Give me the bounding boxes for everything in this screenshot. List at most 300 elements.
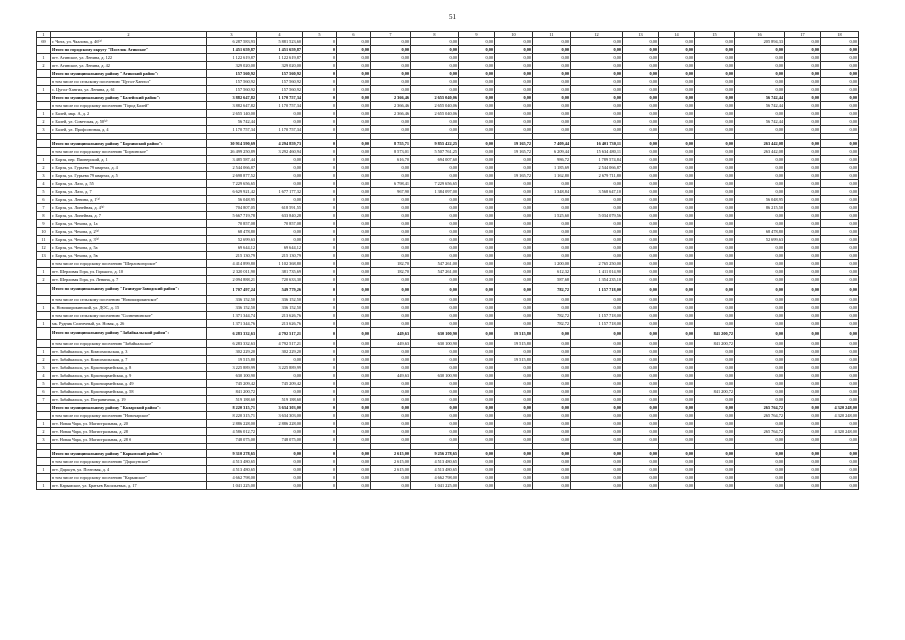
value-cell: 0,00 <box>659 236 695 244</box>
value-cell: 0,00 <box>659 204 695 212</box>
column-number: 12 <box>571 32 623 38</box>
value-cell: 0,00 <box>337 284 371 296</box>
address-cell: пгт. Забайкальск, ул. Комсомольская, д. 7 <box>51 356 207 364</box>
value-cell: 4 513 480,65 <box>207 466 257 474</box>
column-number: 10 <box>495 32 533 38</box>
value-cell: 0,00 <box>459 220 495 228</box>
value-cell: 0,00 <box>459 284 495 296</box>
value-cell: 0,00 <box>659 404 695 412</box>
value-cell: 0,00 <box>735 320 785 328</box>
value-cell: 0,00 <box>623 296 659 304</box>
table-row <box>37 94 859 102</box>
table-row <box>37 78 859 86</box>
value-cell: 0,00 <box>337 118 371 126</box>
value-cell: 449,63 <box>371 372 411 380</box>
address-cell: г. Борзя, ул. Ленина, д. 1⁽²⁾ <box>51 196 207 204</box>
value-cell: 0,00 <box>785 436 821 444</box>
value-cell: 0,00 <box>495 220 533 228</box>
table-row <box>37 70 859 78</box>
value-cell: 0,00 <box>371 312 411 320</box>
value-cell: 0,00 <box>371 284 411 296</box>
value-cell: 0,00 <box>337 276 371 284</box>
table-row <box>37 348 859 356</box>
value-cell: 0,00 <box>623 320 659 328</box>
table-row <box>37 188 859 196</box>
address-cell: г. Борзя, ул. Лазо, д. 7 <box>51 188 207 196</box>
value-cell: 0,00 <box>821 204 859 212</box>
value-cell: 0,00 <box>495 284 533 296</box>
value-cell: 0,00 <box>785 328 821 340</box>
value-cell: 0,00 <box>337 86 371 94</box>
value-cell: 0,00 <box>623 450 659 458</box>
value-cell: 0,00 <box>371 220 411 228</box>
value-cell: 0,00 <box>533 428 571 436</box>
value-cell: 0,00 <box>257 458 303 466</box>
value-cell: 0,00 <box>623 428 659 436</box>
page-number: 51 <box>449 13 456 21</box>
value-cell: 0,00 <box>695 244 735 252</box>
table-row <box>37 312 859 320</box>
value-cell: 0,00 <box>571 356 623 364</box>
value-cell: 0,00 <box>371 236 411 244</box>
value-cell: 0,00 <box>785 148 821 156</box>
value-cell: 0,00 <box>623 156 659 164</box>
value-cell: 0,00 <box>459 380 495 388</box>
value-cell: 0,00 <box>821 156 859 164</box>
value-cell: 2 320 011,90 <box>207 268 257 276</box>
value-cell: 0,00 <box>695 78 735 86</box>
address-cell: г. Борзя, ул. Чехова, д. 3⁽²⁾ <box>51 236 207 244</box>
value-cell: 4 414 899,80 <box>207 260 257 268</box>
value-cell: 0,00 <box>411 228 459 236</box>
value-cell: 1 411 014,90 <box>571 268 623 276</box>
row-number-cell: 11 <box>37 236 51 244</box>
value-cell: 0,00 <box>623 148 659 156</box>
value-cell: 0,00 <box>571 466 623 474</box>
value-cell: 56 048,95 <box>207 196 257 204</box>
row-number-cell: 1 <box>37 420 51 428</box>
value-cell: 0 <box>303 54 337 62</box>
table-row <box>37 296 859 304</box>
value-cell: 0,00 <box>785 188 821 196</box>
value-cell: 0,00 <box>411 204 459 212</box>
value-cell: 0,00 <box>495 54 533 62</box>
value-cell: 0,00 <box>623 458 659 466</box>
row-number-cell <box>37 474 51 482</box>
value-cell: 0,00 <box>735 276 785 284</box>
value-cell: 0,00 <box>411 220 459 228</box>
value-cell: 0,00 <box>735 436 785 444</box>
value-cell: 0,00 <box>337 220 371 228</box>
value-cell: 0,00 <box>785 94 821 102</box>
value-cell: 0,00 <box>821 420 859 428</box>
value-cell: 0,00 <box>257 388 303 396</box>
value-cell: 0,00 <box>459 436 495 444</box>
row-number-cell: 1 <box>37 268 51 276</box>
value-cell: 0,00 <box>337 126 371 134</box>
value-cell: 0 <box>303 180 337 188</box>
value-cell: 0,00 <box>659 228 695 236</box>
value-cell: 0,00 <box>695 204 735 212</box>
table-row <box>37 148 859 156</box>
value-cell: 5 034 079,56 <box>571 212 623 220</box>
table-row <box>37 252 859 260</box>
value-cell: 0,00 <box>411 86 459 94</box>
value-cell: 4 320 248,00 <box>821 412 859 420</box>
value-cell: 0,00 <box>695 220 735 228</box>
value-cell: 0,00 <box>623 196 659 204</box>
value-cell: 0,00 <box>337 428 371 436</box>
row-number-cell: 6 <box>37 196 51 204</box>
value-cell: 6 629 921,42 <box>207 188 257 196</box>
value-cell: 2 615,00 <box>371 450 411 458</box>
value-cell: 0,00 <box>533 412 571 420</box>
value-cell: 0,00 <box>571 340 623 348</box>
row-number-cell <box>37 78 51 86</box>
value-cell: 0,00 <box>257 236 303 244</box>
value-cell: 0,00 <box>459 428 495 436</box>
address-cell: пгт. Забайкальск, ул. Пограничная, д. 19 <box>51 396 207 404</box>
value-cell: 0 <box>303 62 337 70</box>
value-cell: 0,00 <box>623 78 659 86</box>
address-cell: Итого по муниципальному району "Карымский район": <box>51 450 207 458</box>
value-cell: 182,70 <box>371 260 411 268</box>
value-cell: 0,00 <box>785 172 821 180</box>
row-number-cell: 2 <box>37 118 51 126</box>
value-cell: 0,00 <box>495 38 533 46</box>
value-cell: 0,00 <box>459 228 495 236</box>
table-row <box>37 180 859 188</box>
value-cell: 0,00 <box>371 436 411 444</box>
value-cell: 0,00 <box>411 420 459 428</box>
value-cell: 0,00 <box>695 180 735 188</box>
value-cell: 0,00 <box>695 268 735 276</box>
value-cell: 0,00 <box>257 172 303 180</box>
table-row <box>37 212 859 220</box>
value-cell: 0 <box>303 236 337 244</box>
value-cell: 0,00 <box>371 78 411 86</box>
value-cell: 0,00 <box>821 220 859 228</box>
value-cell: 0,00 <box>623 276 659 284</box>
table-row <box>37 380 859 388</box>
value-cell: 0 <box>303 340 337 348</box>
value-cell: 0,00 <box>659 458 695 466</box>
value-cell: 0,00 <box>411 436 459 444</box>
value-cell: 0,00 <box>337 420 371 428</box>
value-cell: 0 <box>303 148 337 156</box>
address-cell: пгт. Дарасун, ул. Почтовая, д. 4 <box>51 466 207 474</box>
row-number-cell <box>37 284 51 296</box>
value-cell: 0,00 <box>695 102 735 110</box>
value-cell: 15 634 480,11 <box>571 148 623 156</box>
value-cell: 0,00 <box>371 348 411 356</box>
value-cell: 0 <box>303 164 337 172</box>
address-cell: в том числе по сельскому поселению "Цугол-Хангил" <box>51 78 207 86</box>
value-cell: 0,00 <box>495 118 533 126</box>
value-cell: 0,00 <box>411 236 459 244</box>
value-cell: 0,00 <box>659 412 695 420</box>
value-cell: 0,00 <box>533 466 571 474</box>
row-number-cell <box>37 260 51 268</box>
value-cell: 0,00 <box>571 62 623 70</box>
value-cell: 0,00 <box>695 70 735 78</box>
address-cell: пгт. Шерловая Гора, ул. Горького, д. 10 <box>51 268 207 276</box>
value-cell: 0,00 <box>371 46 411 54</box>
value-cell: 0,00 <box>821 46 859 54</box>
value-cell: 0,00 <box>337 356 371 364</box>
value-cell: 0 <box>303 244 337 252</box>
table-row <box>37 86 859 94</box>
value-cell: 1 041 225,00 <box>411 482 459 490</box>
value-cell: 0,00 <box>459 252 495 260</box>
value-cell: 0,00 <box>623 372 659 380</box>
value-cell: 0,00 <box>571 364 623 372</box>
value-cell: 0,00 <box>571 436 623 444</box>
value-cell: 0,00 <box>533 356 571 364</box>
value-cell: 0,00 <box>371 70 411 78</box>
value-cell: 0,00 <box>533 244 571 252</box>
row-number-cell: 3 <box>37 436 51 444</box>
value-cell: 0,00 <box>371 172 411 180</box>
value-cell: 0,00 <box>821 466 859 474</box>
table-row <box>37 260 859 268</box>
value-cell: 0,00 <box>659 252 695 260</box>
value-cell: 4 320 248,00 <box>821 404 859 412</box>
value-cell: 4 662 798,00 <box>207 474 257 482</box>
value-cell: 0,00 <box>571 396 623 404</box>
value-cell: 4 513 480,65 <box>411 458 459 466</box>
value-cell: 748 075,00 <box>257 436 303 444</box>
table-row <box>37 340 859 348</box>
value-cell: 336 152,50 <box>257 296 303 304</box>
value-cell: 0,00 <box>623 420 659 428</box>
value-cell: 0,00 <box>785 244 821 252</box>
value-cell: 0 <box>303 220 337 228</box>
value-cell: 0,00 <box>623 126 659 134</box>
value-cell: 0,00 <box>459 420 495 428</box>
value-cell: 0,00 <box>571 204 623 212</box>
value-cell: 0,00 <box>495 228 533 236</box>
value-cell: 0,00 <box>659 356 695 364</box>
table-row <box>37 196 859 204</box>
value-cell: 0 <box>303 284 337 296</box>
value-cell: 1 170 757,34 <box>257 94 303 102</box>
row-number-cell: 1 <box>37 320 51 328</box>
value-cell: 1 157 718,00 <box>571 312 623 320</box>
value-cell: 0,00 <box>623 244 659 252</box>
value-cell: 0,00 <box>821 148 859 156</box>
value-cell: 0,00 <box>571 38 623 46</box>
value-cell: 630 100,90 <box>411 340 459 348</box>
value-cell: 0,00 <box>411 428 459 436</box>
value-cell: 0,00 <box>623 436 659 444</box>
value-cell: 0,00 <box>337 474 371 482</box>
value-cell: 0,00 <box>785 260 821 268</box>
value-cell: 0,00 <box>571 102 623 110</box>
value-cell: 0 <box>303 380 337 388</box>
value-cell: 0,00 <box>659 364 695 372</box>
value-cell: 0,00 <box>371 412 411 420</box>
value-cell: 0,00 <box>659 388 695 396</box>
value-cell: 841 200,72 <box>695 328 735 340</box>
row-number-cell <box>37 404 51 412</box>
value-cell: 0 <box>303 252 337 260</box>
row-number-cell <box>37 70 51 78</box>
value-cell: 0,00 <box>821 296 859 304</box>
value-cell: 0,00 <box>623 388 659 396</box>
value-cell: 0,00 <box>695 236 735 244</box>
value-cell: 263 442,08 <box>735 140 785 148</box>
row-number-cell: 1 <box>37 110 51 118</box>
value-cell: 0,00 <box>571 46 623 54</box>
value-cell: 4 513 480,65 <box>207 458 257 466</box>
value-cell: 0,00 <box>695 196 735 204</box>
value-cell: 0,00 <box>495 482 533 490</box>
table-row <box>37 482 859 490</box>
table-row <box>37 356 859 364</box>
value-cell: 0,00 <box>533 126 571 134</box>
value-cell: 157 560,92 <box>207 78 257 86</box>
value-cell: 0,00 <box>459 102 495 110</box>
value-cell: 841 200,72 <box>695 340 735 348</box>
value-cell: 0,00 <box>533 380 571 388</box>
value-cell: 0,00 <box>411 164 459 172</box>
value-cell: 547 261,00 <box>411 260 459 268</box>
value-cell: 0,00 <box>695 228 735 236</box>
value-cell: 2 366,46 <box>371 94 411 102</box>
table-row <box>37 268 859 276</box>
address-cell: г. Борзя, ул. Гурьева 79 квартал, д. 5 <box>51 172 207 180</box>
value-cell: 0,00 <box>495 164 533 172</box>
value-cell: 0,00 <box>459 70 495 78</box>
value-cell: 0,00 <box>623 118 659 126</box>
value-cell: 6 798,41 <box>371 180 411 188</box>
value-cell: 0,00 <box>659 284 695 296</box>
value-cell: 0,00 <box>495 420 533 428</box>
table-row <box>37 244 859 252</box>
row-number-cell: 5 <box>37 188 51 196</box>
value-cell: 0,00 <box>695 356 735 364</box>
value-cell: 0,00 <box>411 348 459 356</box>
value-cell: 841 200,72 <box>207 388 257 396</box>
value-cell: 0,00 <box>695 188 735 196</box>
value-cell: 0,00 <box>571 196 623 204</box>
value-cell: 0 <box>303 458 337 466</box>
value-cell: 0,00 <box>821 284 859 296</box>
value-cell: 7 229 656,65 <box>411 180 459 188</box>
value-cell: 0,00 <box>571 220 623 228</box>
value-cell: 0 <box>303 420 337 428</box>
value-cell: 56 048,95 <box>735 196 785 204</box>
value-cell: 0,00 <box>459 340 495 348</box>
value-cell: 0,00 <box>735 364 785 372</box>
value-cell: 157 560,92 <box>207 86 257 94</box>
value-cell: 0,00 <box>785 102 821 110</box>
address-cell: Итого по муниципальному району "Газимуро-Заводский район": <box>51 284 207 296</box>
value-cell: 1 157 718,00 <box>571 284 623 296</box>
value-cell: 0,00 <box>821 340 859 348</box>
value-cell: 0,00 <box>659 482 695 490</box>
value-cell: 0,00 <box>459 180 495 188</box>
value-cell: 0 <box>303 466 337 474</box>
value-cell: 0 <box>303 482 337 490</box>
value-cell: 0,00 <box>659 102 695 110</box>
column-number: 13 <box>623 32 659 38</box>
row-number-cell: 9 <box>37 220 51 228</box>
value-cell: 0,00 <box>735 340 785 348</box>
value-cell: 0 <box>303 436 337 444</box>
table-row <box>37 320 859 328</box>
value-cell: 0,00 <box>337 78 371 86</box>
value-cell: 2 655 040,06 <box>411 102 459 110</box>
value-cell: 16 401 730,11 <box>571 140 623 148</box>
value-cell: 0,00 <box>337 172 371 180</box>
value-cell: 0,00 <box>337 148 371 156</box>
value-cell: 52 699,63 <box>735 236 785 244</box>
value-cell: 7 409,44 <box>533 140 571 148</box>
value-cell: 0,00 <box>659 474 695 482</box>
value-cell: 19 515,80 <box>495 328 533 340</box>
value-cell: 0,00 <box>735 388 785 396</box>
value-cell: 0,00 <box>623 348 659 356</box>
value-cell: 0,00 <box>735 312 785 320</box>
value-cell: 0,00 <box>821 356 859 364</box>
value-cell: 0,00 <box>821 372 859 380</box>
value-cell: 0,00 <box>257 228 303 236</box>
value-cell: 0,00 <box>735 260 785 268</box>
value-cell: 0,00 <box>337 140 371 148</box>
value-cell: 0,00 <box>821 212 859 220</box>
value-cell: 0,00 <box>337 54 371 62</box>
value-cell: 1 170 757,34 <box>257 102 303 110</box>
value-cell: 3 882 647,82 <box>207 94 257 102</box>
value-cell: 8 220 315,71 <box>207 412 257 420</box>
value-cell: 0,00 <box>533 228 571 236</box>
value-cell: 2 765 250,00 <box>571 260 623 268</box>
value-cell: 0,00 <box>533 38 571 46</box>
value-cell: 0,00 <box>411 412 459 420</box>
value-cell: 68 478,80 <box>207 228 257 236</box>
value-cell: 967,90 <box>371 188 411 196</box>
value-cell: 0,00 <box>533 46 571 54</box>
value-cell: 0,00 <box>785 420 821 428</box>
value-cell: 0,00 <box>495 268 533 276</box>
value-cell: 0,00 <box>785 212 821 220</box>
value-cell: 0,00 <box>495 312 533 320</box>
row-number-cell: 5 <box>37 380 51 388</box>
value-cell: 0,00 <box>659 340 695 348</box>
value-cell: 0 <box>303 260 337 268</box>
value-cell: 0,00 <box>821 62 859 70</box>
value-cell: 2 655 040,06 <box>411 110 459 118</box>
value-cell: 0,00 <box>371 474 411 482</box>
row-number-cell <box>37 458 51 466</box>
value-cell: 0,00 <box>695 86 735 94</box>
value-cell: 0,00 <box>257 482 303 490</box>
value-cell: 0,00 <box>785 466 821 474</box>
value-cell: 0,00 <box>459 482 495 490</box>
value-cell: 0,00 <box>623 252 659 260</box>
value-cell: 0,00 <box>735 466 785 474</box>
value-cell: 0,00 <box>459 38 495 46</box>
value-cell: 0,00 <box>735 188 785 196</box>
value-cell: 0,00 <box>337 320 371 328</box>
value-cell: 0,00 <box>623 260 659 268</box>
value-cell: 0,00 <box>821 70 859 78</box>
address-cell: Итого по муниципальному району "Балейский район": <box>51 94 207 102</box>
value-cell: 0,00 <box>371 212 411 220</box>
value-cell: 0,00 <box>337 38 371 46</box>
